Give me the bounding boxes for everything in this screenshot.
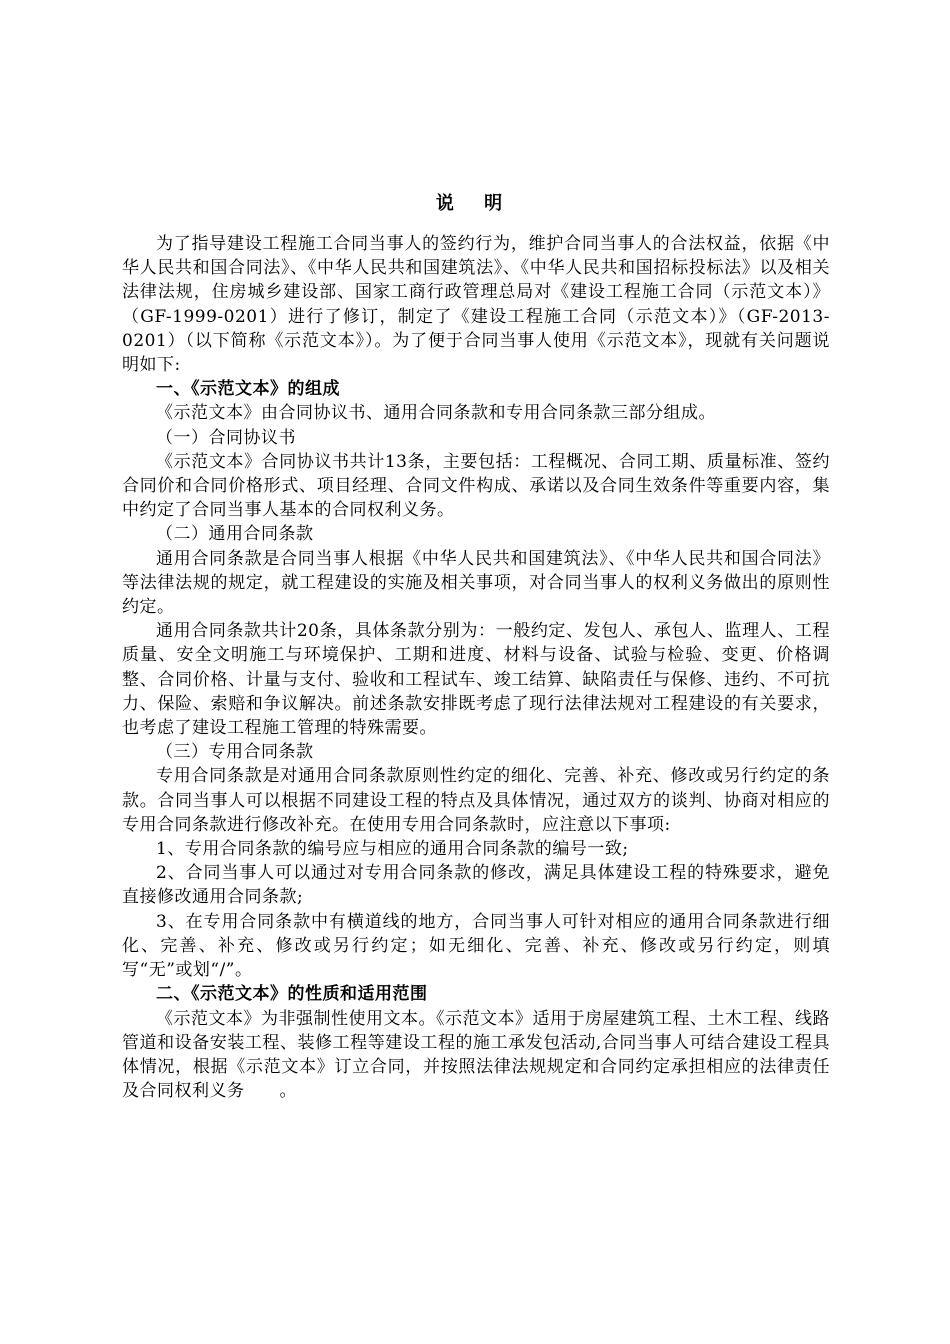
section-heading-composition: 一、《示范文本》的组成 <box>156 379 340 400</box>
agreement-paragraph: 《示范文本》合同协议书共计13条，主要包括：工程概况、合同工期、质量标准、签约合同价和合同价格形式、项目经理、合同文件构成、承诺以及合同生效条件等重要内容，集中约定了合同当事人基本的合同权利义务。 <box>122 451 830 521</box>
subheading-general-terms: （二）通用合同条款 <box>156 524 314 545</box>
list-item: 2、合同当事人可以通过对专用合同条款的修改，满足具体建设工程的特殊要求，避免直接修改通用合同条款; <box>122 863 830 908</box>
list-item: 1、专用合同条款的编号应与相应的通用合同条款的编号一致; <box>156 839 629 860</box>
subheading-special-terms: （三）专用合同条款 <box>156 742 314 763</box>
document-body <box>122 232 830 1103</box>
general-terms-paragraph-1: 通用合同条款是合同当事人根据《中华人民共和国建筑法》、《中华人民共和国合同法》等法律法规的规定，就工程建设的实施及相关事项，对合同当事人的权利义务做出的原则性约定。 <box>122 548 830 618</box>
intro-paragraph: 为了指导建设工程施工合同当事人的签约行为，维护合同当事人的合法权益，依据《中华人民共和国合同法》、《中华人民共和国建筑法》、《中华人民共和国招标投标法》以及相关法律法规，住房城乡建设部、国家工商行政管理总局对《建设工程施工合同（示范文本）》（GF-1999-0201）进行了修订，制定了《建设工程施工合同（示范文本）》（GF-2013-0201）（以下简称《示范文本》）。为了便于合同当事人使用《示范文本》，现就有关问题说明如下: <box>122 234 830 376</box>
nature-scope-paragraph: 《示范文本》为非强制性使用文本。《示范文本》适用于房屋建筑工程、土木工程、线路管道和设备安装工程、装修工程等建设工程的施工承发包活动,合同当事人可结合建设工程具体情况，根据《示范文本》订立合同，并按照法律法规规定和合同约定承担相应的法律责任及合同权利义务 。 <box>122 1008 830 1102</box>
subheading-agreement: （一）合同协议书 <box>156 427 296 448</box>
special-terms-paragraph: 专用合同条款是对通用合同条款原则性约定的细化、完善、补充、修改或另行约定的条款。合同当事人可以根据不同建设工程的特点及具体情况，通过双方的谈判、协商对相应的专用合同条款进行修改补充。在使用专用合同条款时，应注意以下事项: <box>122 766 830 835</box>
general-terms-paragraph-2: 通用合同条款共计20条，具体条款分别为：一般约定、发包人、承包人、监理人、工程质量、安全文明施工与环境保护、工期和进度、材料与设备、试验与检验、变更、价格调整、合同价格、计量与支付、验收和工程试车、竣工结算、缺陷责任与保修、违约、不可抗力、保险、索赔和争议解决。前述条款安排既考虑了现行法律法规对工程建设的有关要求，也考虑了建设工程施工管理的特殊需要。 <box>122 621 830 739</box>
composition-paragraph: 《示范文本》由合同协议书、通用合同条款和专用合同条款三部分组成。 <box>156 403 716 424</box>
section-heading-nature-scope: 二、《示范文本》的性质和适用范围 <box>156 984 428 1005</box>
page-title: 说 明 <box>435 193 515 214</box>
list-item: 3、在专用合同条款中有横道线的地方，合同当事人可针对相应的通用合同条款进行细化、完善、补充、修改或另行约定；如无细化、完善、补充、修改或另行约定，则填写“无”或划“/”。 <box>122 911 830 981</box>
